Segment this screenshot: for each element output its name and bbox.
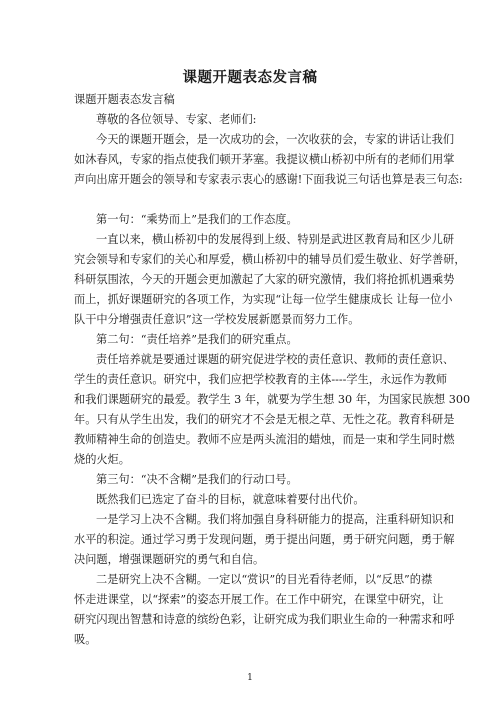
body-line: 科研氛围浓，今天的开题会更加激起了大家的研究激情，我们将抢抓机遇乘势: [74, 273, 455, 286]
body-line: 研究闪现出智慧和诗意的缤纷色彩，让研究成为我们职业生命的一种需求和呼: [74, 613, 455, 626]
document-title: 课题开题表态发言稿: [182, 69, 318, 86]
body-line: 第二句：“责任培养”是我们的研究重点。: [96, 333, 298, 346]
body-line: 第一句：“乘势而上”是我们的工作态度。: [96, 213, 298, 226]
body-line: 队干中分增强责任意识”这一学校发展新愿景而努力工作。: [74, 313, 360, 326]
page-number: 1: [247, 673, 253, 683]
body-line: 而上，抓好课题研究的各项工作，为实现“让每一位学生健康成长 让每一位小: [74, 293, 453, 306]
body-line: 学生的责任意识。研究中，我们应把学校教育的主体----学生，永远作为教师: [74, 373, 448, 386]
body-line: 一是学习上决不含糊。我们将加强自身科研能力的提高，注重科研知识和: [96, 513, 455, 526]
body-line: 责任培养就是要通过课题的研究促进学校的责任意识、教师的责任意识、: [96, 353, 455, 366]
body-line: 吸。: [74, 633, 97, 646]
body-line: 水平的积淀。通过学习勇于发现问题，勇于提出问题，勇于研究问题，勇于解: [74, 533, 455, 546]
body-line: 教师精神生命的创造史。教师不应是两头流泪的蜡烛，而是一束和学生同时燃: [74, 433, 455, 446]
body-line: 既然我们已选定了奋斗的目标，就意味着要付出代价。: [96, 493, 365, 506]
body-line: 今天的课题开题会，是一次成功的会，一次收获的会，专家的讲话让我们: [96, 133, 455, 146]
document-body: [74, 90, 471, 650]
body-line: 和我们课题研究的最爱。教学生 3 年，就要为学生想 30 年，为国家民族想 300: [74, 393, 471, 406]
body-line: 一直以来，横山桥初中的发展得到上级、特别是武进区教育局和区少儿研: [96, 233, 455, 246]
body-line: 决问题，增强课题研究的勇气和自信。: [74, 553, 265, 566]
body-line: 尊敬的各位领导、专家、老师们:: [96, 113, 257, 126]
body-line: 课题开题表态发言稿: [74, 93, 175, 106]
blank-line: [74, 190, 428, 210]
body-line: 第三句：“决不含糊”是我们的行动口号。: [96, 473, 298, 486]
body-line: 年。只有从学生出发，我们的研究才不会是无根之草、无性之花。教育科研是: [74, 413, 455, 426]
body-line: 声向出席开题会的领导和专家表示衷心的感谢!下面我说三句话也算是表三句态:: [74, 173, 463, 186]
body-line: 如沐春风，专家的指点使我们顿开茅塞。我提议横山桥初中所有的老师们用掌: [74, 153, 455, 166]
body-line: 究会领导和专家们的关心和厚爱，横山桥初中的辅导员们爱生敬业、好学善研，: [74, 253, 466, 266]
body-line: 怀走进课堂，以“探索”的姿态开展工作。在工作中研究，在课堂中研究，让: [74, 593, 444, 606]
body-line: 烧的火炬。: [74, 453, 130, 466]
body-line: 二是研究上决不含糊。一定以“赏识”的目光看待老师，以“反思”的襟: [96, 573, 433, 586]
